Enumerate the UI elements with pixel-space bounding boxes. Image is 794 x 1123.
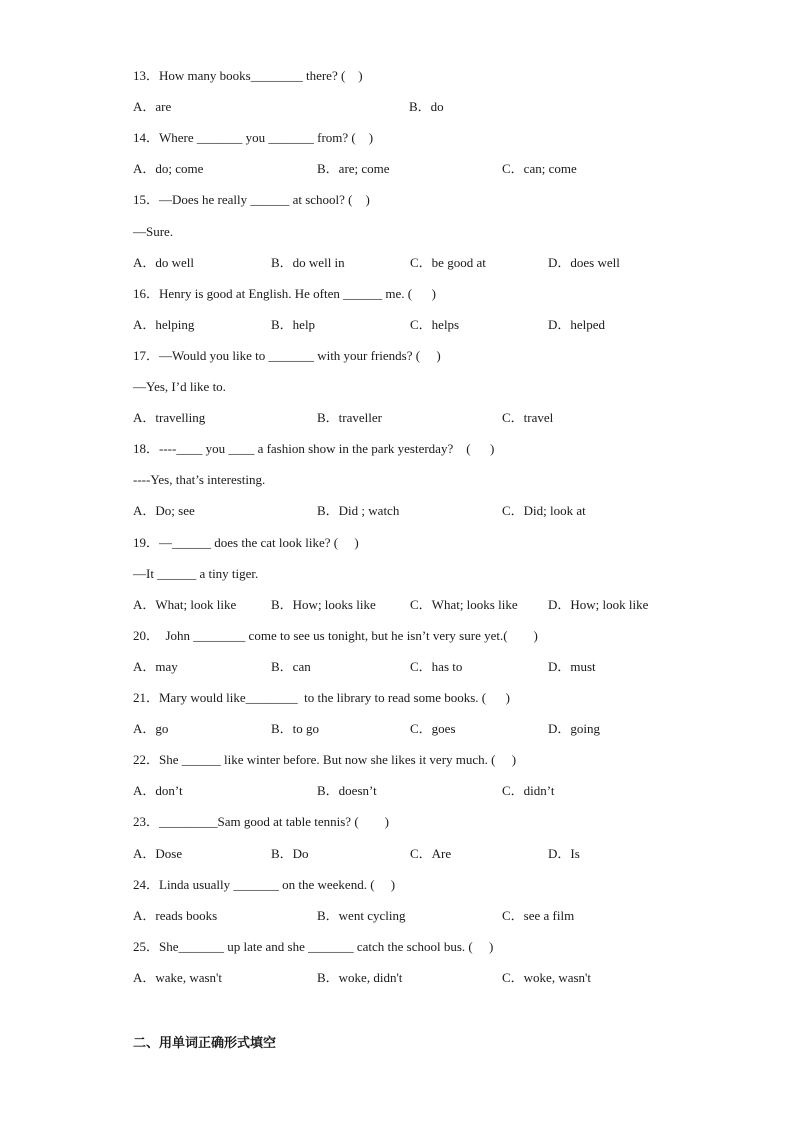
answer-option[interactable]: B．are; come: [317, 161, 390, 177]
question-stem: 13．How many books________ there? ( ): [133, 68, 363, 83]
question-stem: 17．—Would you like to _______ with your friends? ( ): [133, 347, 441, 363]
answer-option[interactable]: A．reads books: [133, 907, 218, 923]
answer-option[interactable]: B．do: [409, 99, 444, 115]
answer-options: [133, 906, 693, 926]
answer-option[interactable]: C．What; looks like: [410, 596, 518, 612]
answer-option[interactable]: C．woke, wasn't: [502, 969, 592, 985]
answer-option[interactable]: A．are: [133, 99, 172, 115]
answer-option[interactable]: B．Did ; watch: [317, 503, 400, 519]
answer-option[interactable]: A．travelling: [133, 410, 206, 426]
answer-option[interactable]: B．went cycling: [317, 907, 406, 923]
answer-option[interactable]: A．helping: [133, 316, 195, 332]
answer-options: [133, 968, 693, 988]
answer-option[interactable]: B．help: [271, 316, 316, 332]
answer-option[interactable]: D．must: [548, 658, 596, 674]
answer-options: [133, 844, 693, 864]
answer-option[interactable]: C．Are: [410, 845, 452, 861]
answer-options: [133, 781, 693, 801]
answer-options: [133, 719, 693, 739]
answer-option[interactable]: C．Did; look at: [502, 503, 586, 519]
answer-option[interactable]: D．How; look like: [548, 596, 649, 612]
answer-option[interactable]: A．Dose: [133, 845, 183, 861]
dialogue-line: —Yes, I’d like to.: [133, 379, 226, 394]
answer-option[interactable]: B．Do: [271, 845, 309, 861]
answer-option[interactable]: D．going: [548, 721, 601, 737]
question-stem: 25．She_______ up late and she _______ catch the school bus. ( ): [133, 938, 494, 954]
dialogue-line: ----Yes, that’s interesting.: [133, 472, 266, 488]
answer-options: [133, 97, 693, 117]
answer-option[interactable]: A．don’t: [133, 783, 183, 799]
answer-options: [133, 501, 693, 521]
answer-options: [133, 408, 693, 428]
answer-options: [133, 159, 693, 179]
answer-option[interactable]: C．helps: [410, 316, 460, 332]
answer-option[interactable]: A．do well: [133, 254, 195, 270]
question-stem: 18．----____ you ____ a fashion show in the park yesterday? ( ): [133, 441, 495, 457]
question-stem: 14．Where _______ you _______ from? ( ): [133, 130, 374, 146]
answer-option[interactable]: B．woke, didn't: [317, 969, 403, 985]
answer-option[interactable]: C．be good at: [410, 254, 486, 270]
question-stem: 15．—Does he really ______ at school? ( ): [133, 192, 370, 208]
answer-option[interactable]: C．travel: [502, 410, 554, 426]
answer-option[interactable]: A．What; look like: [133, 596, 237, 612]
answer-option[interactable]: A．Do; see: [133, 503, 195, 519]
dialogue-line: —It ______ a tiny tiger.: [133, 565, 259, 581]
answer-options: [133, 315, 693, 335]
answer-option[interactable]: B．to go: [271, 721, 320, 737]
answer-option[interactable]: A．do; come: [133, 161, 204, 177]
question-stem: 24．Linda usually _______ on the weekend. ( ): [133, 876, 396, 892]
question-stem: 21．Mary would like________ to the library to read some books. ( ): [133, 690, 510, 705]
question-stem: 20． John ________ come to see us tonight, but he isn’t very sure yet.( ): [133, 627, 538, 643]
answer-option[interactable]: C．can; come: [502, 161, 577, 177]
question-stem: 23．_________Sam good at table tennis? ( ): [133, 814, 389, 830]
answer-option[interactable]: D．Is: [548, 845, 580, 861]
answer-option[interactable]: A．wake, wasn't: [133, 969, 222, 985]
answer-option[interactable]: A．may: [133, 658, 178, 674]
answer-option[interactable]: B．doesn’t: [317, 783, 377, 799]
dialogue-line: —Sure.: [133, 223, 174, 239]
answer-option[interactable]: A．go: [133, 721, 169, 737]
question-stem: 22．She ______ like winter before. But now she likes it very much. ( ): [133, 752, 517, 768]
section-heading: 二、用单词正确形式填空: [133, 1036, 277, 1051]
answer-option[interactable]: C．didn’t: [502, 783, 555, 799]
answer-option[interactable]: C．has to: [410, 658, 463, 674]
answer-option[interactable]: B．traveller: [317, 410, 382, 426]
answer-options: [133, 595, 693, 615]
answer-options: [133, 253, 693, 273]
answer-option[interactable]: B．How; looks like: [271, 596, 376, 612]
answer-option[interactable]: B．can: [271, 658, 311, 674]
answer-option[interactable]: C．goes: [410, 721, 456, 737]
answer-option[interactable]: D．helped: [548, 316, 606, 332]
answer-option[interactable]: C．see a film: [502, 907, 575, 923]
answer-option[interactable]: B．do well in: [271, 254, 345, 270]
question-stem: 16．Henry is good at English. He often ______ me. ( ): [133, 285, 436, 301]
answer-options: [133, 657, 693, 677]
question-stem: 19．—______ does the cat look like? ( ): [133, 534, 359, 550]
answer-option[interactable]: D．does well: [548, 254, 620, 270]
